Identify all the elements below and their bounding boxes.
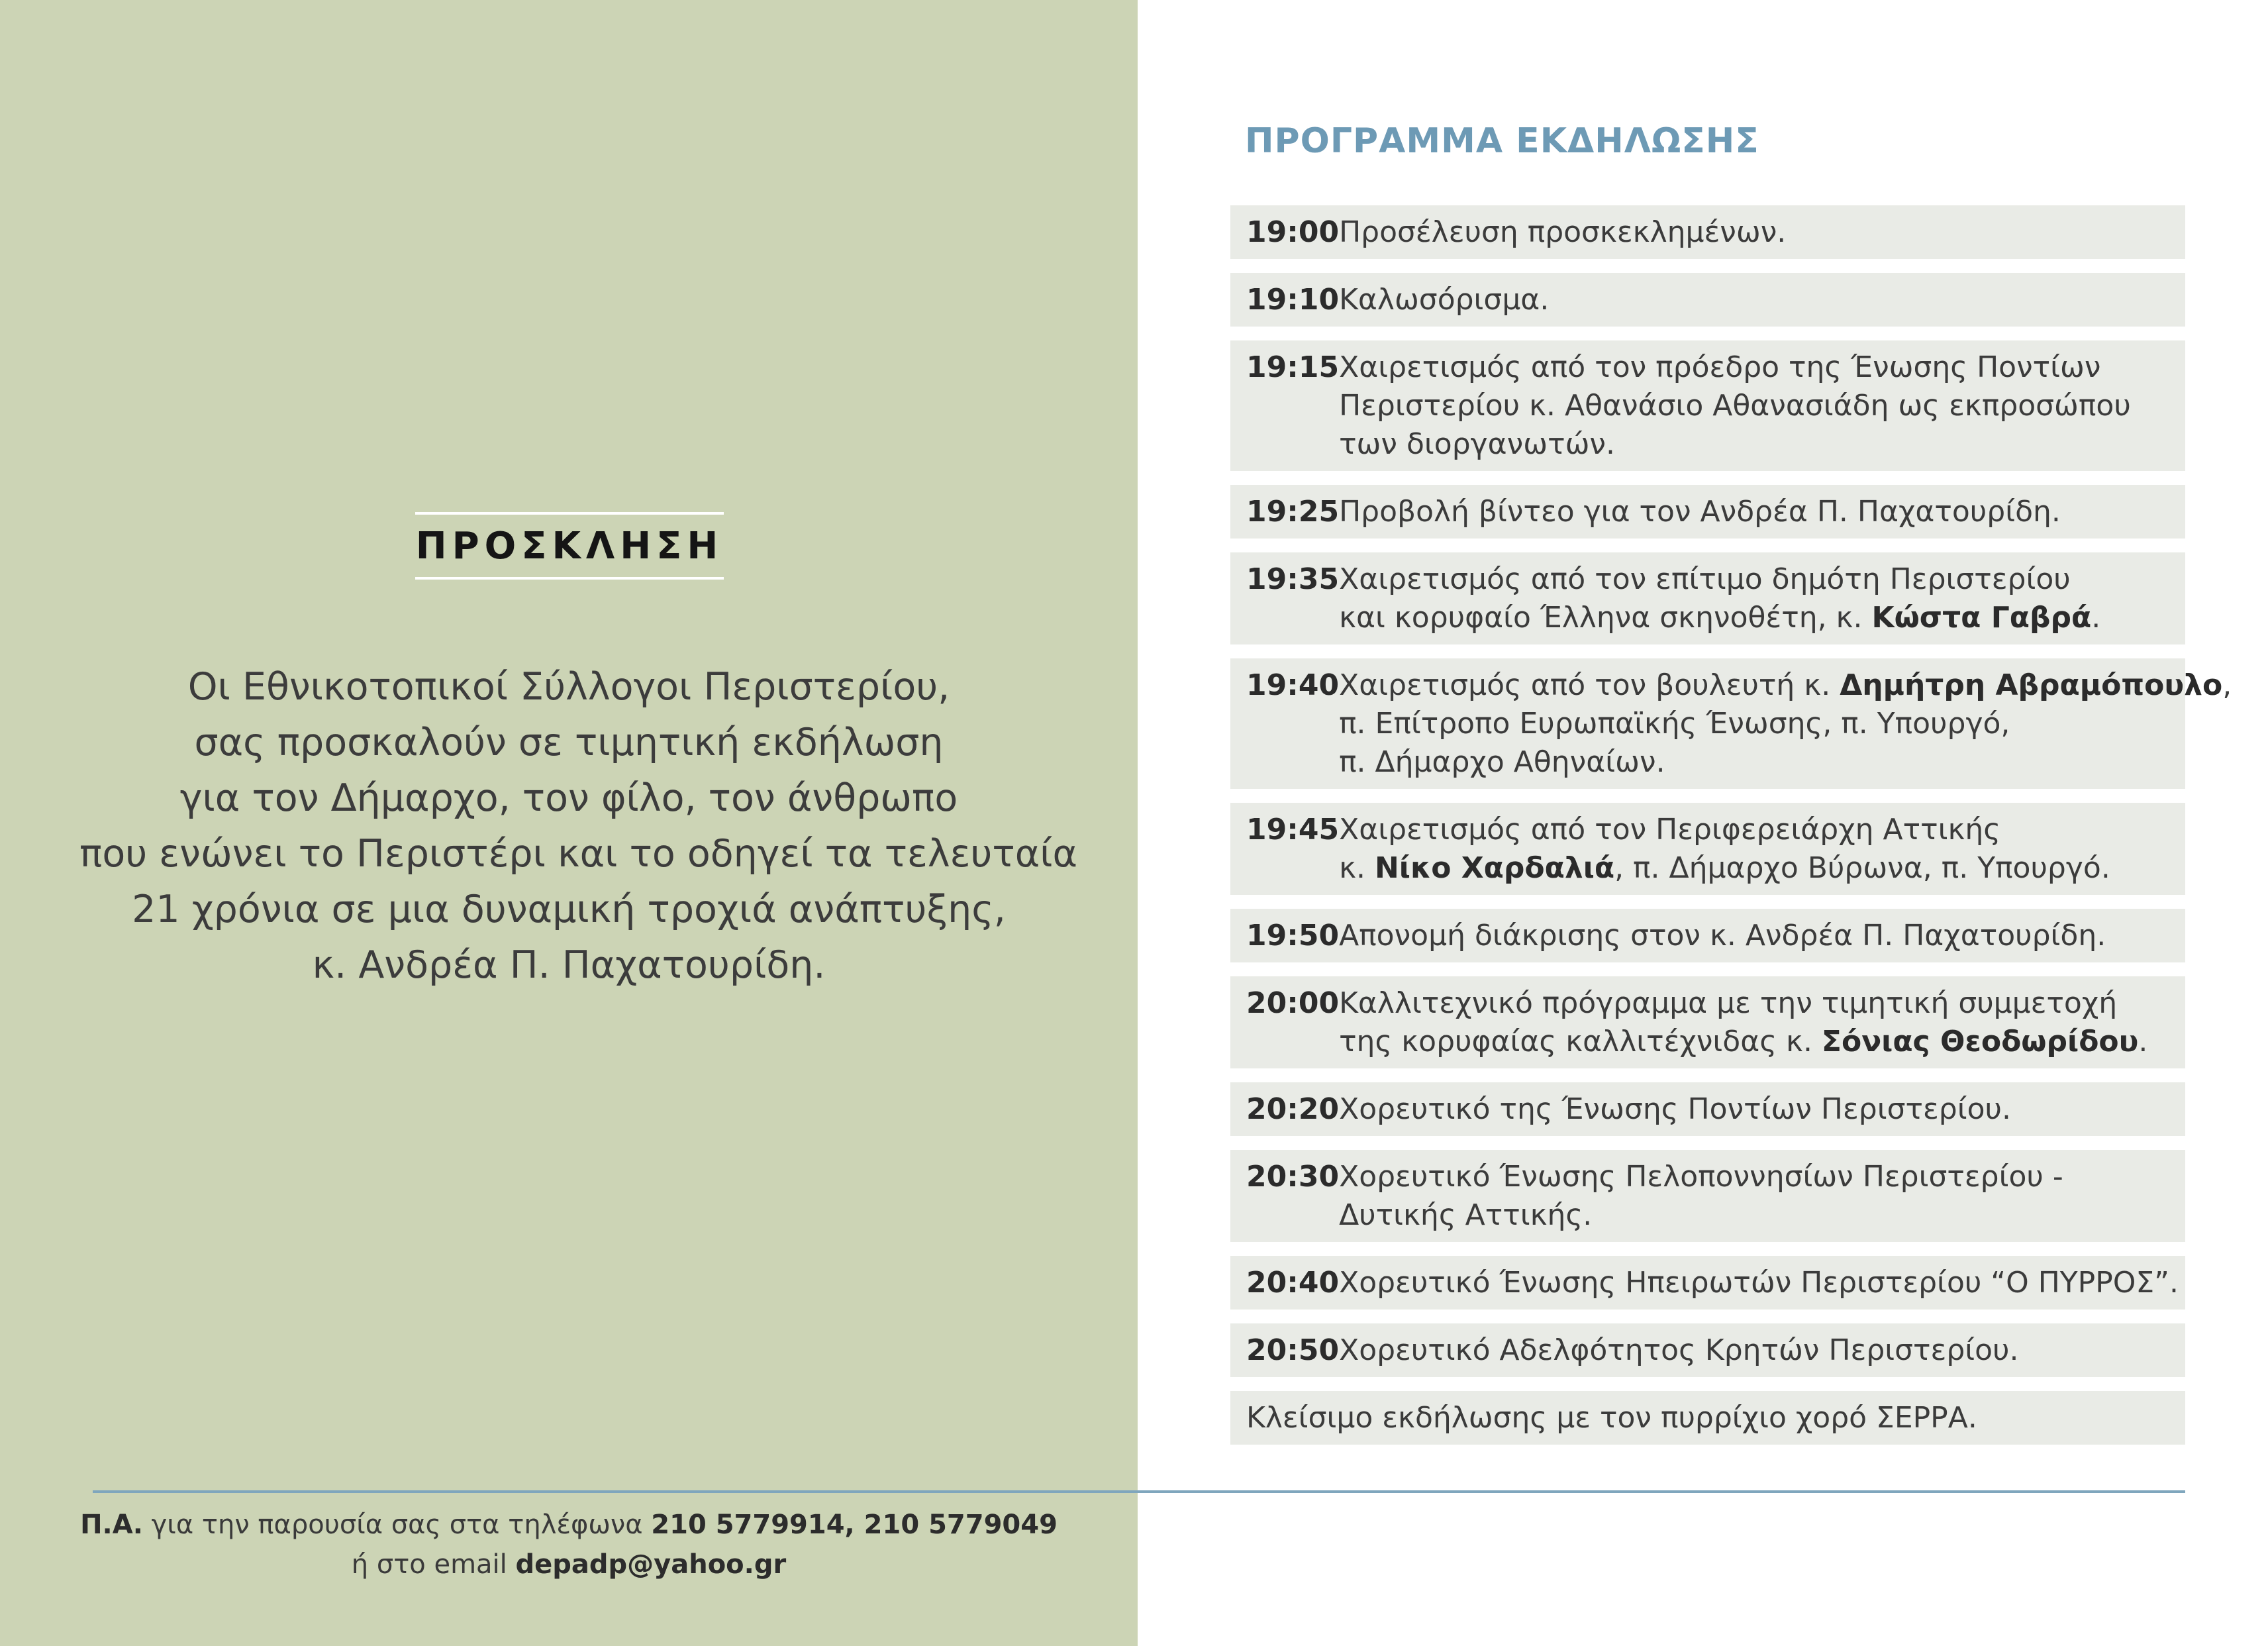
program-text: Προβολή βίντεο για τον Ανδρέα Π. Παχατουρίδη. [1339,495,2061,529]
program-description-line [1339,1090,2169,1129]
invitation-body [79,659,1078,993]
program-time: 20:50 [1246,1333,1340,1367]
program-text: Χορευτικό της Ένωσης Ποντίων Περιστερίου. [1339,1092,2011,1126]
program-item [1230,909,2185,962]
program-text: π. Επίτροπο Ευρωπαϊκής Ένωσης, π. Υπουργό, [1339,707,2010,741]
program-description [1339,666,2232,782]
program-description-line [1339,666,2232,705]
invitation-line: Οι Εθνικοτοπικοί Σύλλογοι Περιστερίου, [187,665,950,709]
program-item [1230,485,2185,539]
program-description-line [1339,560,2169,599]
rsvp-text: για την παρουσία σας στα τηλέφωνα [142,1510,652,1540]
program-description [1339,917,2169,955]
rsvp-email-line [79,1545,1058,1584]
program-description [1339,213,2169,252]
program-description [1339,811,2169,888]
program-description [1246,1399,2169,1437]
program-time: 19:40 [1246,668,1340,702]
program-description-line [1339,493,2169,531]
program-text: της κορυφαίας καλλιτέχνιδας κ. [1339,1025,1822,1058]
program-description [1339,281,2169,319]
program-description [1339,984,2169,1061]
program-description-line [1339,849,2169,888]
rsvp-footer [79,1505,1058,1584]
program-text: Καλωσόρισμα. [1339,283,1550,317]
program-text: και κορυφαίο Έλληνα σκηνοθέτη, κ. [1339,601,1872,635]
program-description-line [1339,984,2169,1023]
program-description-line [1246,1399,2169,1437]
program-time: 19:15 [1246,350,1340,384]
program-text: των διοργανωτών. [1339,427,1615,461]
program-description-line [1339,425,2169,464]
footer-divider [93,1490,2185,1493]
program-time: 19:25 [1246,495,1340,529]
program-description [1339,560,2169,637]
program-name-highlight: Δημήτρη Αβραμόπουλο [1840,668,2223,702]
program-item [1230,340,2185,471]
program-description [1339,1090,2169,1129]
invitation-line: 21 χρόνια σε μια δυναμική τροχιά ανάπτυξης, [132,888,1006,931]
invitation-title: ΠΡΟΣΚΛΗΣΗ [415,524,724,568]
program-item [1230,1082,2185,1136]
program-description-line [1339,743,2232,782]
rsvp-phone-line [79,1505,1058,1545]
invitation-line: σας προσκαλούν σε τιμητική εκδήλωση [194,721,944,764]
program-text: , π. Δήμαρχο Βύρωνα, π. Υπουργό. [1614,851,2110,885]
program-text: Χορευτικό Ένωσης Ηπειρωτών Περιστερίου “Ο ΠΥΡΡΟΣ”. [1339,1266,2179,1300]
program-text: Χαιρετισμός από τον βουλευτή κ. [1339,668,1840,702]
program-list [1230,205,2232,1459]
program-text: κ. [1339,851,1375,885]
program-time: 20:30 [1246,1160,1340,1194]
program-text: Προσέλευση προσκεκλημένων. [1339,215,1787,249]
program-text: Χαιρετισμός από τον πρόεδρο της Ένωσης Ποντίων [1339,350,2101,384]
program-text: Δυτικής Αττικής. [1339,1198,1593,1232]
program-description-line [1339,1158,2169,1196]
invitation-line: που ενώνει το Περιστέρι και το οδηγεί τα τελευταία [79,832,1078,876]
program-text: . [2138,1025,2148,1058]
program-item [1230,803,2185,895]
program-title: ΠΡΟΓΡΑΜΜΑ ΕΚΔΗΛΩΣΗΣ [1245,121,1759,161]
invitation-title-frame [415,512,724,580]
program-description-line [1339,1264,2179,1302]
program-item [1230,552,2185,644]
invitation-line: για τον Δήμαρχο, τον φίλο, τον άνθρωπο [179,776,958,820]
program-text: Χορευτικό Αδελφότητος Κρητών Περιστερίου. [1339,1333,2019,1367]
program-text: Απονομή διάκρισης στον κ. Ανδρέα Π. Παχατουρίδη. [1339,919,2106,952]
program-description [1339,1331,2169,1370]
program-time: 19:35 [1246,562,1340,596]
program-item [1230,1323,2185,1377]
program-name-highlight: Νίκο Χαρδαλιά [1374,851,1615,885]
program-text: , [2222,668,2232,702]
program-description-line [1339,811,2169,849]
program-item [1230,1150,2185,1242]
program-time: 20:00 [1246,986,1340,1020]
program-description [1339,1158,2169,1235]
program-item [1230,273,2185,327]
program-description-line [1339,1023,2169,1061]
program-text: Χαιρετισμός από τον επίτιμο δημότη Περιστερίου [1339,562,2071,596]
program-text: Περιστερίου κ. Αθανάσιο Αθανασιάδη ως εκπροσώπου [1339,389,2131,423]
program-name-highlight: Σόνιας Θεοδωρίδου [1821,1025,2139,1058]
program-description-line [1339,1196,2169,1235]
program-description-line [1339,348,2169,387]
rsvp-email[interactable]: depadp@yahoo.gr [515,1549,787,1580]
program-description [1339,493,2169,531]
program-time: 19:50 [1246,919,1340,952]
program-time: 20:40 [1246,1266,1340,1300]
program-item [1230,205,2185,259]
program-item [1230,1391,2185,1445]
program-name-highlight: Κώστα Γαβρά [1871,601,2092,635]
rsvp-phones: 210 5779914, 210 5779049 [651,1510,1058,1540]
program-item [1230,976,2185,1068]
program-text: Χορευτικό Ένωσης Πελοποννησίων Περιστερίου - [1339,1160,2063,1194]
program-description-line [1339,599,2169,637]
program-time: 20:20 [1246,1092,1340,1126]
program-description-line [1339,705,2232,743]
rsvp-prefix: Π.Α. [80,1510,143,1540]
program-item [1230,658,2232,789]
rsvp-email-text: ή στο email [351,1549,516,1580]
program-time: 19:00 [1246,215,1340,249]
program-description [1339,348,2169,464]
program-text: . [2091,601,2101,635]
program-description-line [1339,1331,2169,1370]
program-description-line [1339,281,2169,319]
program-description-line [1339,213,2169,252]
program-text: π. Δήμαρχο Αθηναίων. [1339,745,1665,779]
program-time: 19:45 [1246,813,1340,847]
program-description-line [1339,917,2169,955]
invitation-line: κ. Ανδρέα Π. Παχατουρίδη. [312,943,826,987]
program-text: Χαιρετισμός από τον Περιφερειάρχη Αττικής [1339,813,2001,847]
program-description-line [1339,387,2169,425]
program-text: Κλείσιμο εκδήλωσης με τον πυρρίχιο χορό ΣΕΡΡΑ. [1246,1401,1977,1435]
program-time: 19:10 [1246,283,1340,317]
program-description [1339,1264,2179,1302]
program-item [1230,1256,2185,1310]
program-text: Καλλιτεχνικό πρόγραμμα με την τιμητική συμμετοχή [1339,986,2118,1020]
